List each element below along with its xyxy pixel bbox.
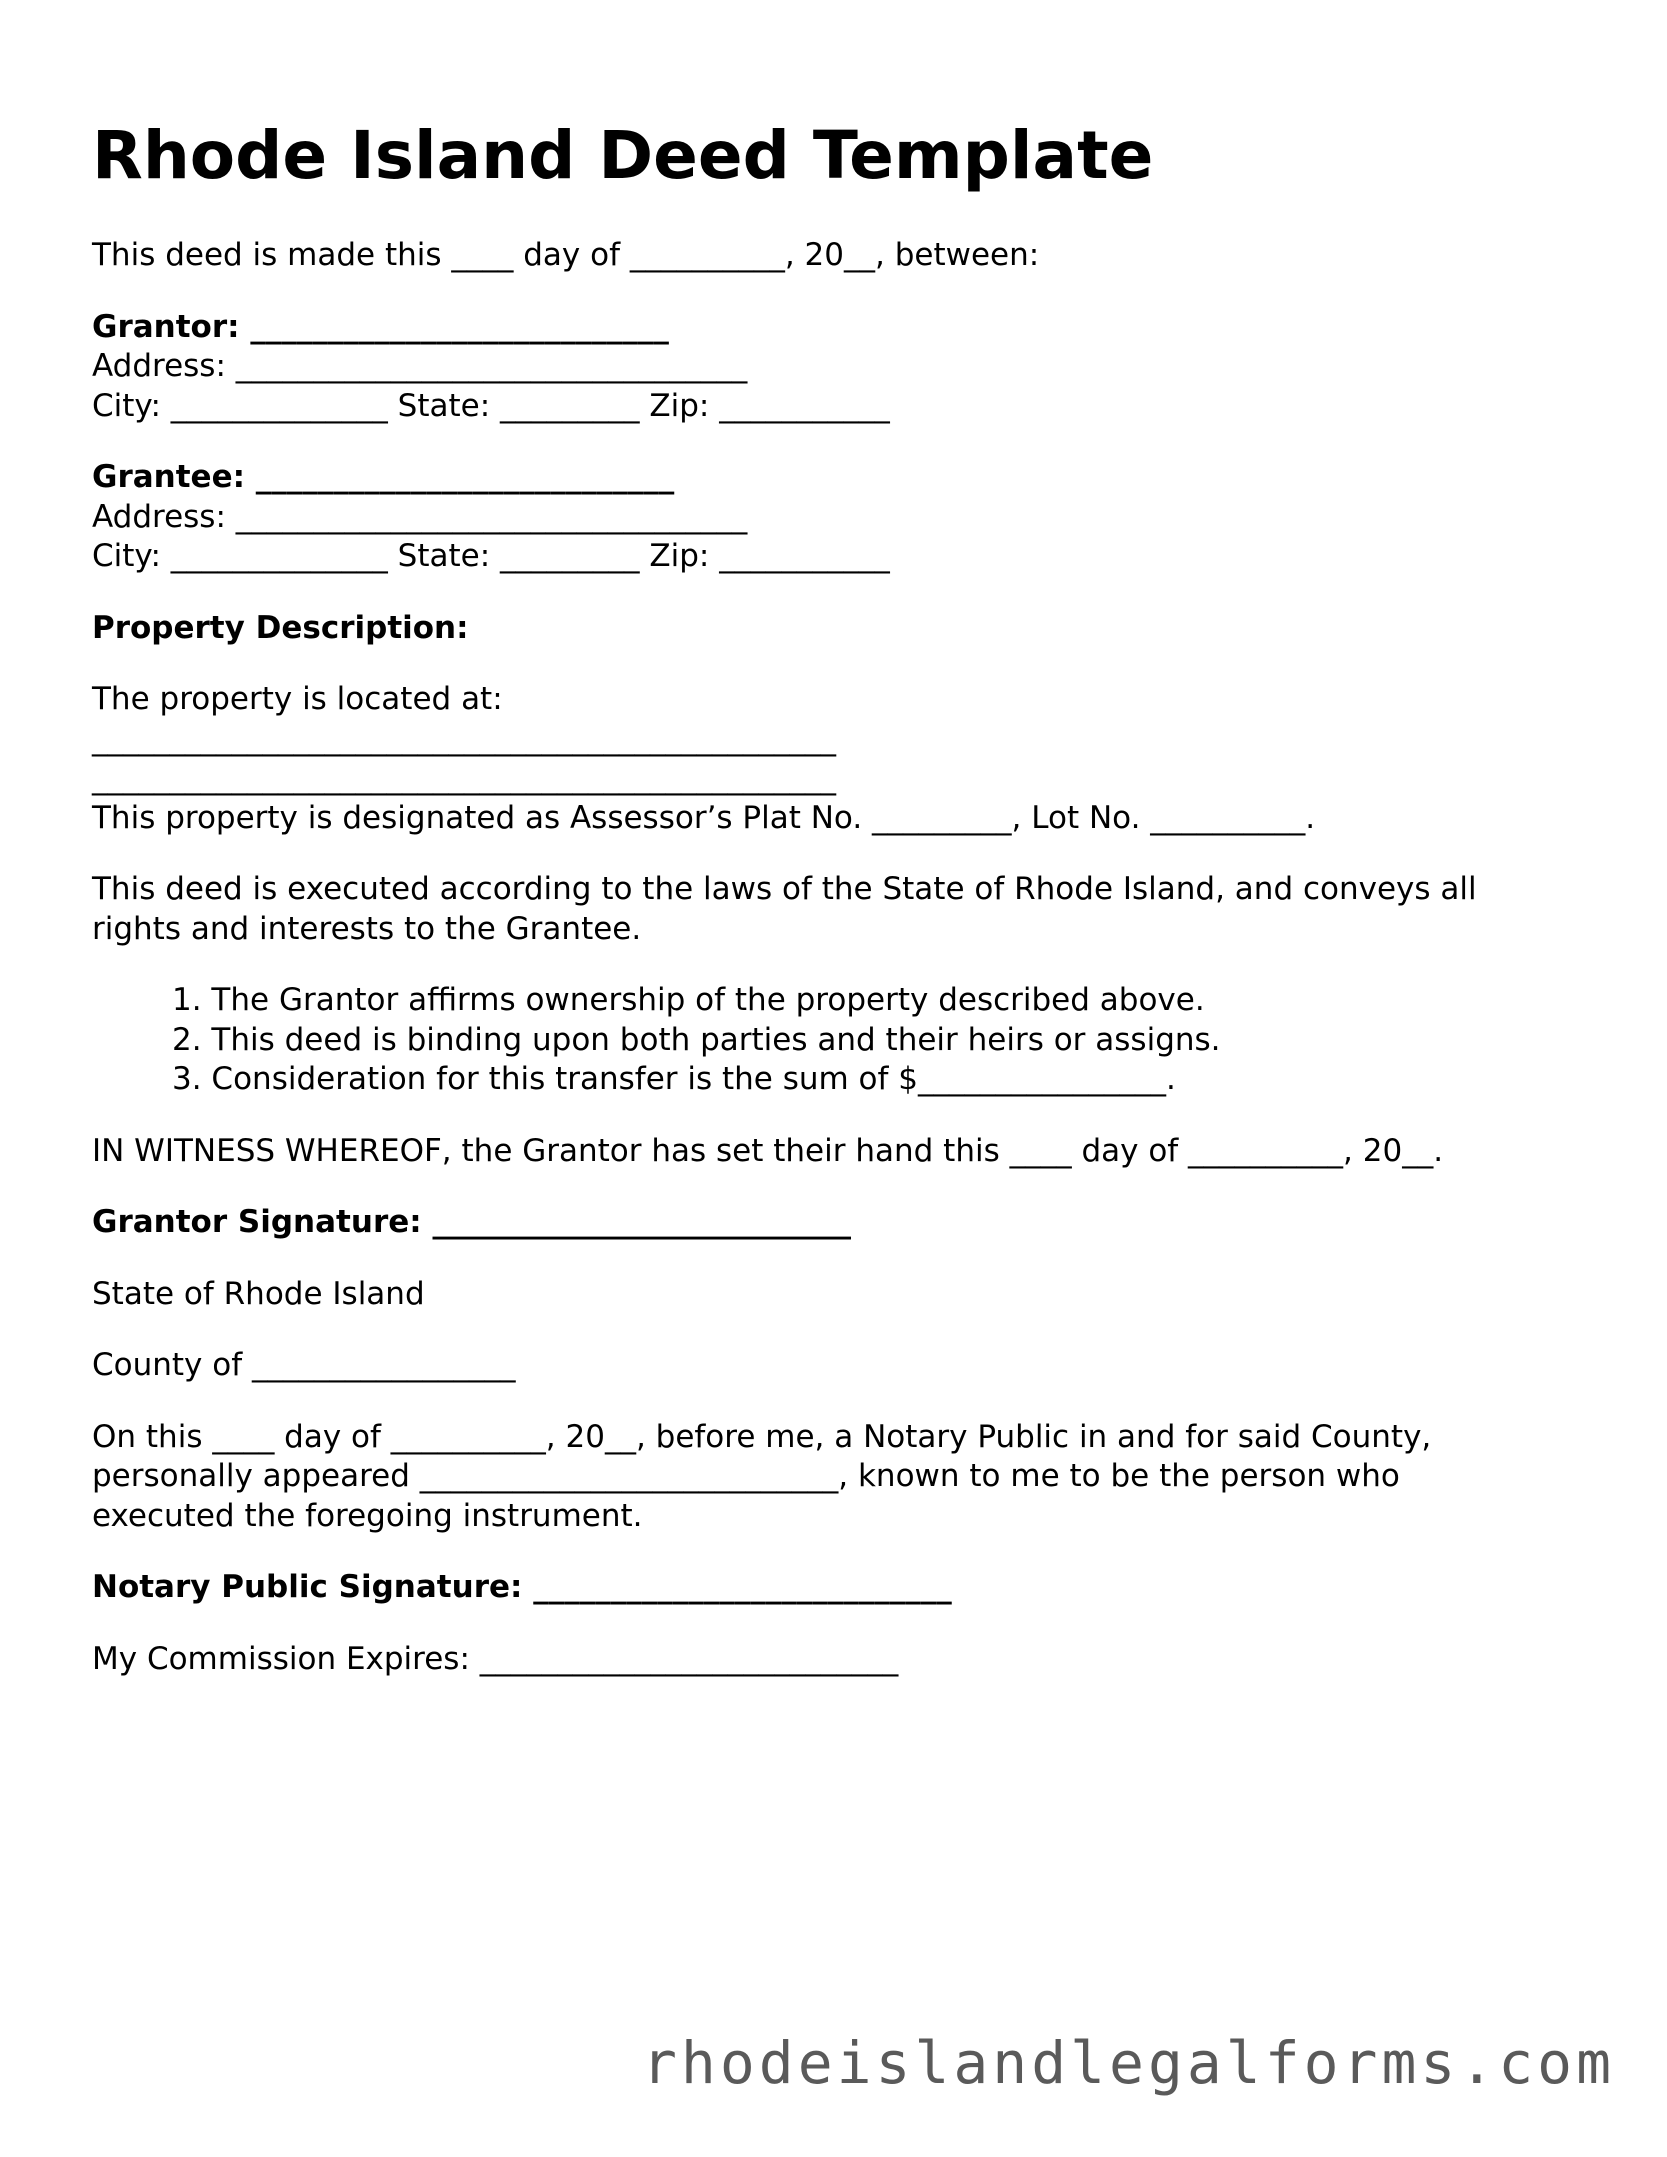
grantee-block (92, 458, 1582, 577)
list-item: 1. The Grantor affirms ownership of the property described above. (172, 982, 1205, 1018)
county-text: County of _________________ (92, 1347, 516, 1383)
grantor-signature-block (92, 1203, 1582, 1243)
site-watermark: rhodeislandlegalforms.com (642, 2029, 1615, 2097)
commission-text: My Commission Expires: ___________________________ (92, 1640, 899, 1677)
property-location-block (92, 680, 1582, 838)
intro-text: This deed is made this ____ day of __________, 20__, between: (92, 237, 1040, 273)
grantor-label: Grantor: ___________________________ (92, 308, 669, 345)
notary-signature-line: Notary Public Signature: ___________________________ (92, 1569, 952, 1605)
grantor-block (92, 308, 1582, 427)
property-located-at: The property is located at: (92, 681, 503, 717)
witness-text: IN WITNESS WHEREOF, the Grantor has set their hand this ____ day of __________, 20__. (92, 1132, 1444, 1169)
executed-paragraph (92, 870, 1582, 949)
property-heading: Property Description: (92, 609, 469, 646)
grantee-address: Address: _________________________________ (92, 498, 748, 535)
property-heading-block (92, 609, 1582, 649)
commission-block (92, 1640, 1582, 1680)
notary-line-1: On this ____ day of __________, 20__, before me, a Notary Public in and for said County, (92, 1418, 1432, 1455)
state-block (92, 1275, 1582, 1315)
grantor-address: Address: _________________________________ (92, 348, 748, 384)
grantor-city-state-zip: City: ______________ State: _________ Zip: ___________ (92, 387, 890, 424)
executed-line-1: This deed is executed according to the laws of the State of Rhode Island, and conveys all (92, 871, 1477, 907)
terms-list (92, 981, 1582, 1100)
grantor-signature-line: Grantor Signature: ___________________________ (92, 1204, 851, 1240)
grantee-city-state-zip: City: ______________ State: _________ Zip: ___________ (92, 538, 890, 574)
county-block (92, 1346, 1582, 1386)
list-item: 2. This deed is binding upon both parties and their heirs or assigns. (172, 1021, 1221, 1058)
notary-line-2: personally appeared ___________________________, known to me to be the person who (92, 1458, 1400, 1494)
notary-signature-block (92, 1568, 1582, 1608)
property-blank-line-2: ________________________________________________ (92, 760, 836, 796)
grantee-label: Grantee: ___________________________ (92, 459, 675, 495)
list-item: 3. Consideration for this transfer is the sum of $________________. (172, 1061, 1176, 1097)
notary-paragraph (92, 1418, 1582, 1537)
intro-paragraph (92, 236, 1582, 276)
executed-line-2: rights and interests to the Grantee. (92, 910, 642, 947)
property-blank-line-1: ________________________________________________ (92, 720, 836, 757)
property-plat-lot: This property is designated as Assessor’s Plat No. _________, Lot No. __________. (92, 799, 1316, 836)
deed-document (92, 110, 1582, 1711)
notary-line-3: executed the foregoing instrument. (92, 1497, 643, 1534)
witness-paragraph (92, 1132, 1582, 1172)
state-text: State of Rhode Island (92, 1275, 425, 1312)
document-title: Rhode Island Deed Template (92, 117, 1154, 194)
